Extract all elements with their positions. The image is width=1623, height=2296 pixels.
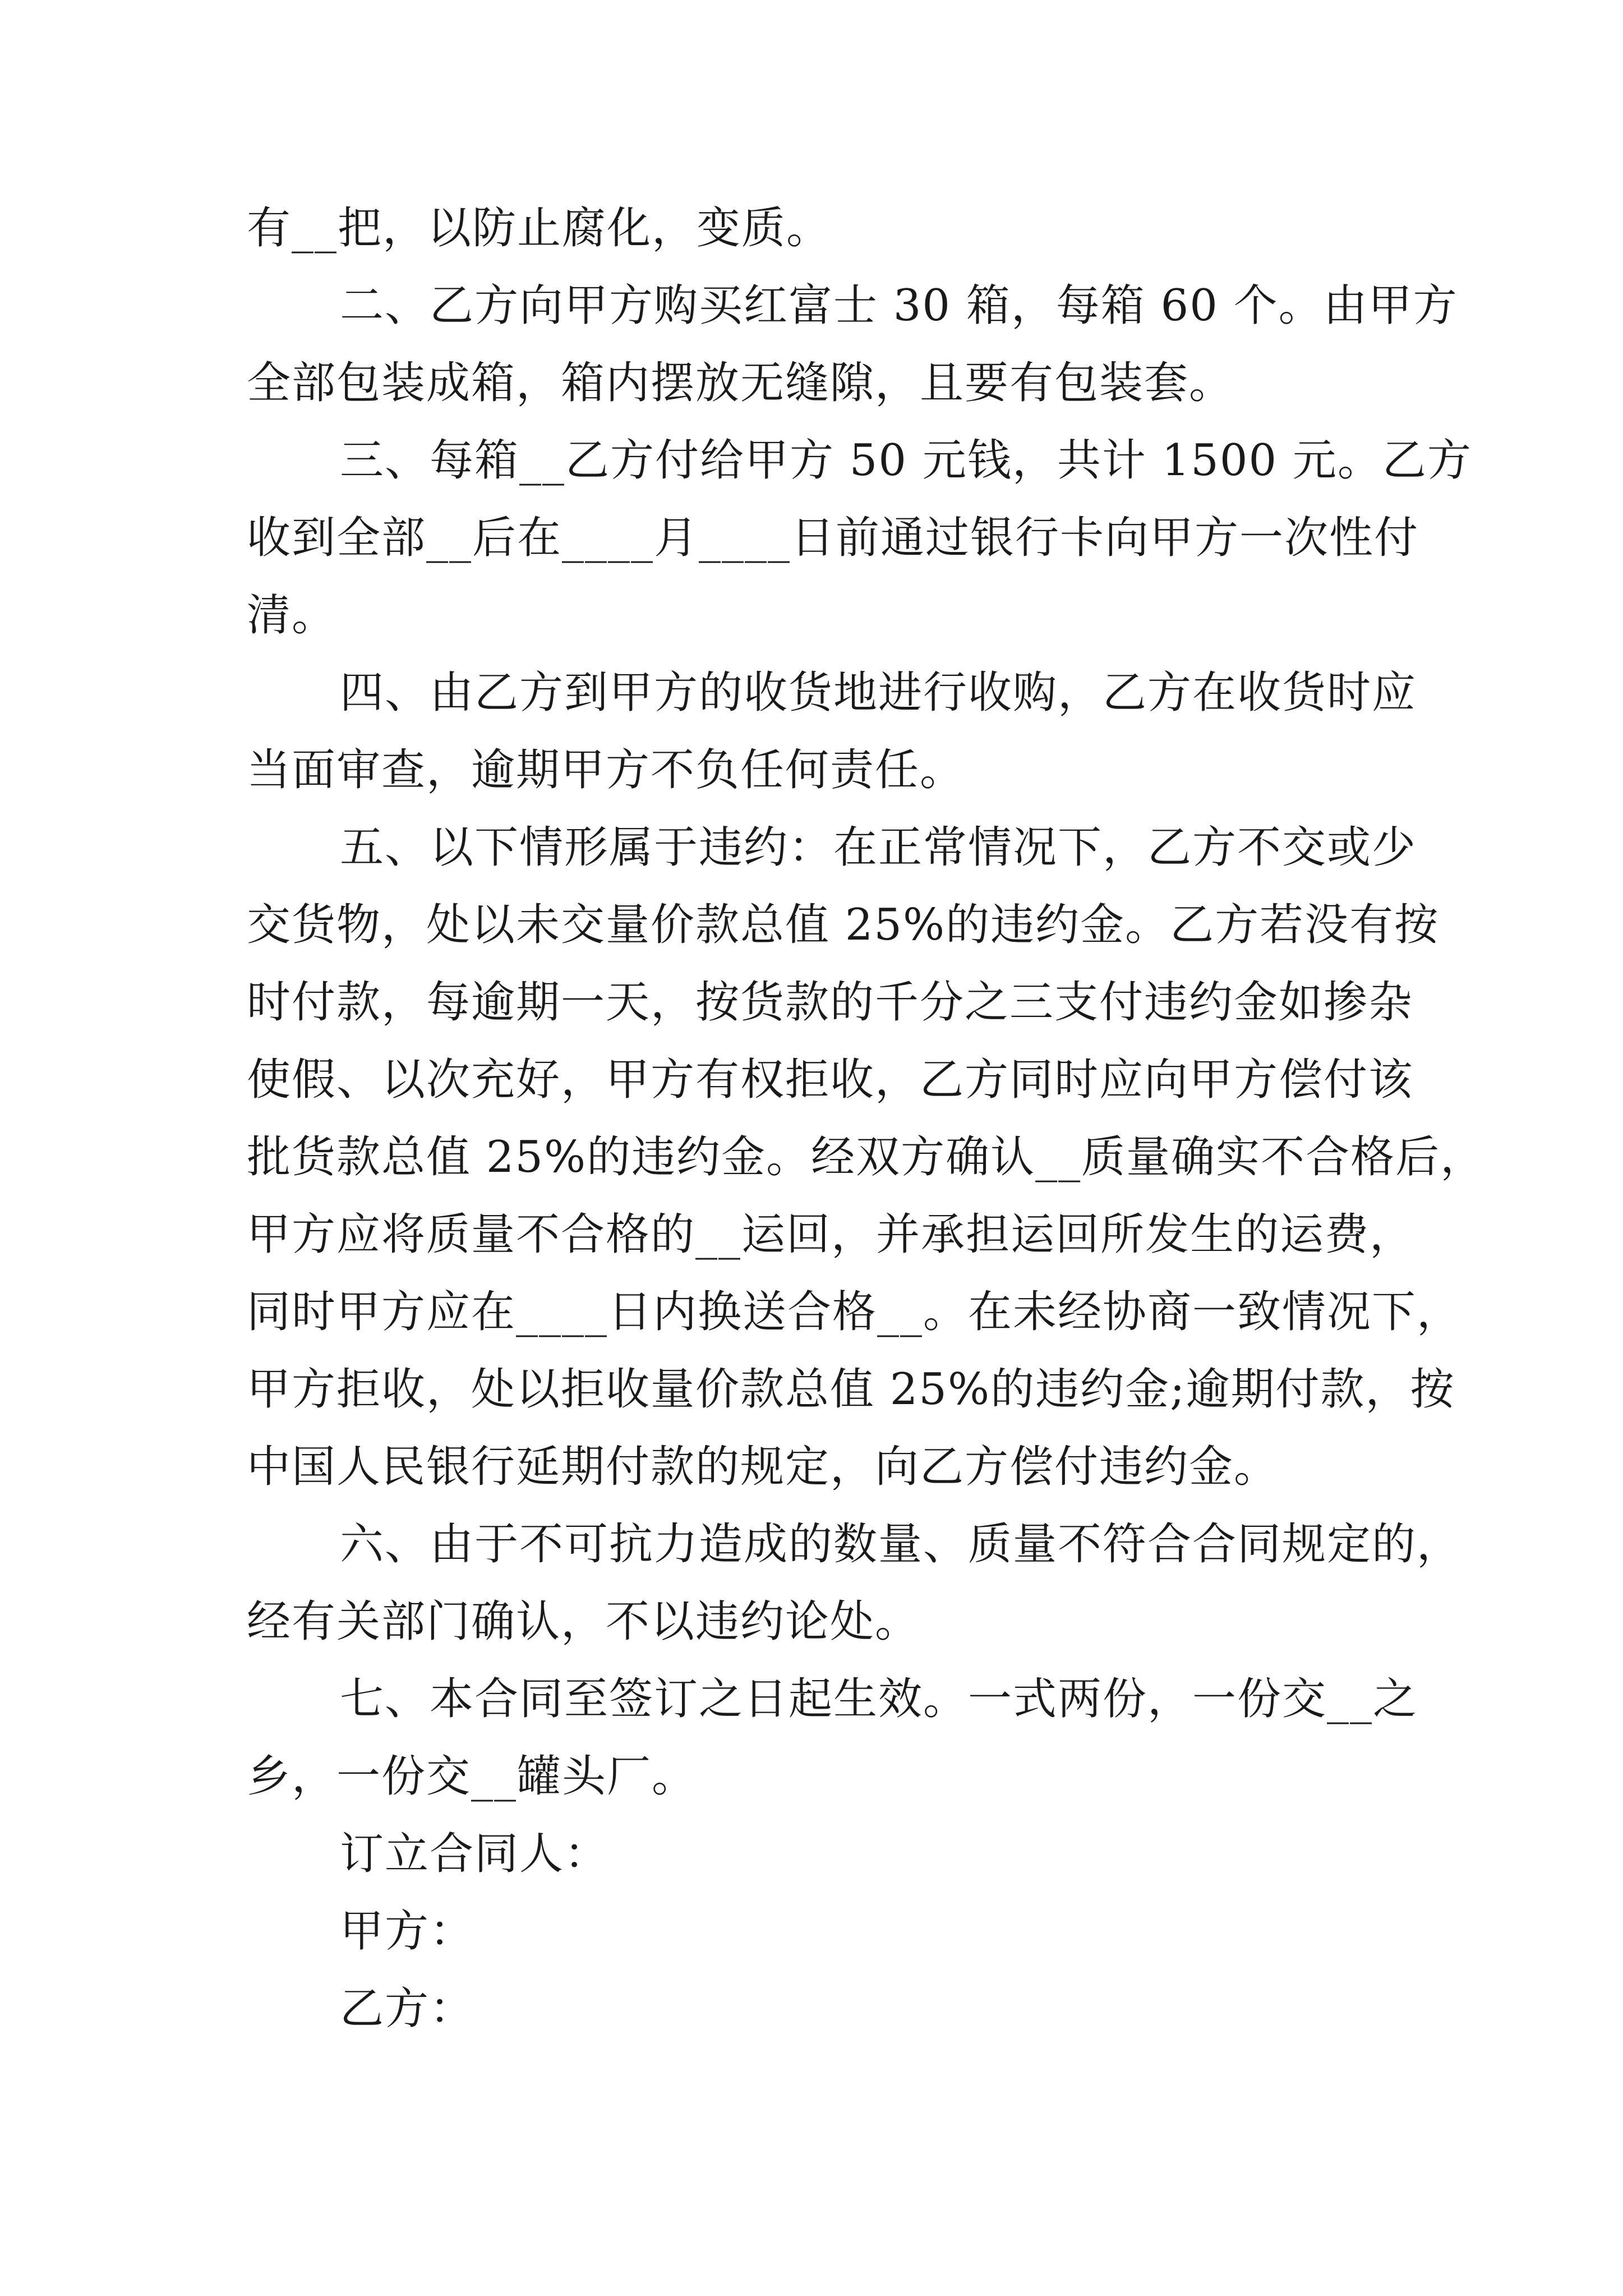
clause-7-line-1: 七、本合同至签订之日起生效。一式两份，一份交__之 [340, 1674, 1418, 1724]
clause-3-line-2: 收到全部__后在____月____日前通过银行卡向甲方一次性付 [247, 513, 1419, 563]
clause-5-line-2: 交货物，处以未交量价款总值 25%的违约金。乙方若没有按 [247, 900, 1440, 950]
clause-5-line-3: 时付款，每逾期一天，按货款的千分之三支付违约金如掺杂 [247, 977, 1414, 1028]
clause-4-line-1: 四、由乙方到甲方的收货地进行收购，乙方在收货时应 [340, 668, 1417, 718]
signatories-label: 订立合同人： [340, 1829, 610, 1879]
clause-5-line-9: 中国人民银行延期付款的规定，向乙方偿付违约金。 [247, 1442, 1279, 1492]
clause-2-line-1: 二、乙方向甲方购买红富士 30 箱，每箱 60 个。由甲方 [340, 280, 1458, 331]
party-a-label: 甲方： [340, 1906, 475, 1957]
clause-5-line-1: 五、以下情形属于违约：在正常情况下，乙方不交或少 [340, 822, 1417, 873]
clause-7-line-2: 乡，一份交__罐头厂。 [247, 1751, 697, 1802]
party-b-label: 乙方： [340, 1984, 475, 2034]
contract-text [247, 190, 1486, 2047]
clause-3-line-1: 三、每箱__乙方付给甲方 50 元钱，共计 1500 元。乙方 [340, 435, 1472, 486]
clause-5-line-5: 批货款总值 25%的违约金。经双方确认__质量确实不合格后， [247, 1132, 1486, 1182]
clause-2-line-2: 全部包装成箱，箱内摆放无缝隙，且要有包装套。 [247, 358, 1234, 408]
clause-6-line-2: 经有关部门确认，不以违约论处。 [247, 1596, 920, 1647]
clause-4-line-2: 当面审查，逾期甲方不负任何责任。 [247, 745, 965, 795]
clause-5-line-6: 甲方应将质量不合格的__运回，并承担运回所发生的运费， [247, 1209, 1415, 1260]
text-line-1: 有__把，以防止腐化，变质。 [247, 203, 832, 254]
clause-5-line-8: 甲方拒收，处以拒收量价款总值 25%的违约金;逾期付款，按 [247, 1364, 1455, 1415]
clause-5-line-4: 使假、以次充好，甲方有权拒收，乙方同时应向甲方偿付该 [247, 1055, 1414, 1105]
clause-5-line-7: 同时甲方应在____日内换送合格__。在未经协商一致情况下， [247, 1287, 1462, 1337]
clause-6-line-1: 六、由于不可抗力造成的数量、质量不符合合同规定的， [340, 1519, 1462, 1570]
clause-3-line-3: 清。 [247, 590, 337, 641]
